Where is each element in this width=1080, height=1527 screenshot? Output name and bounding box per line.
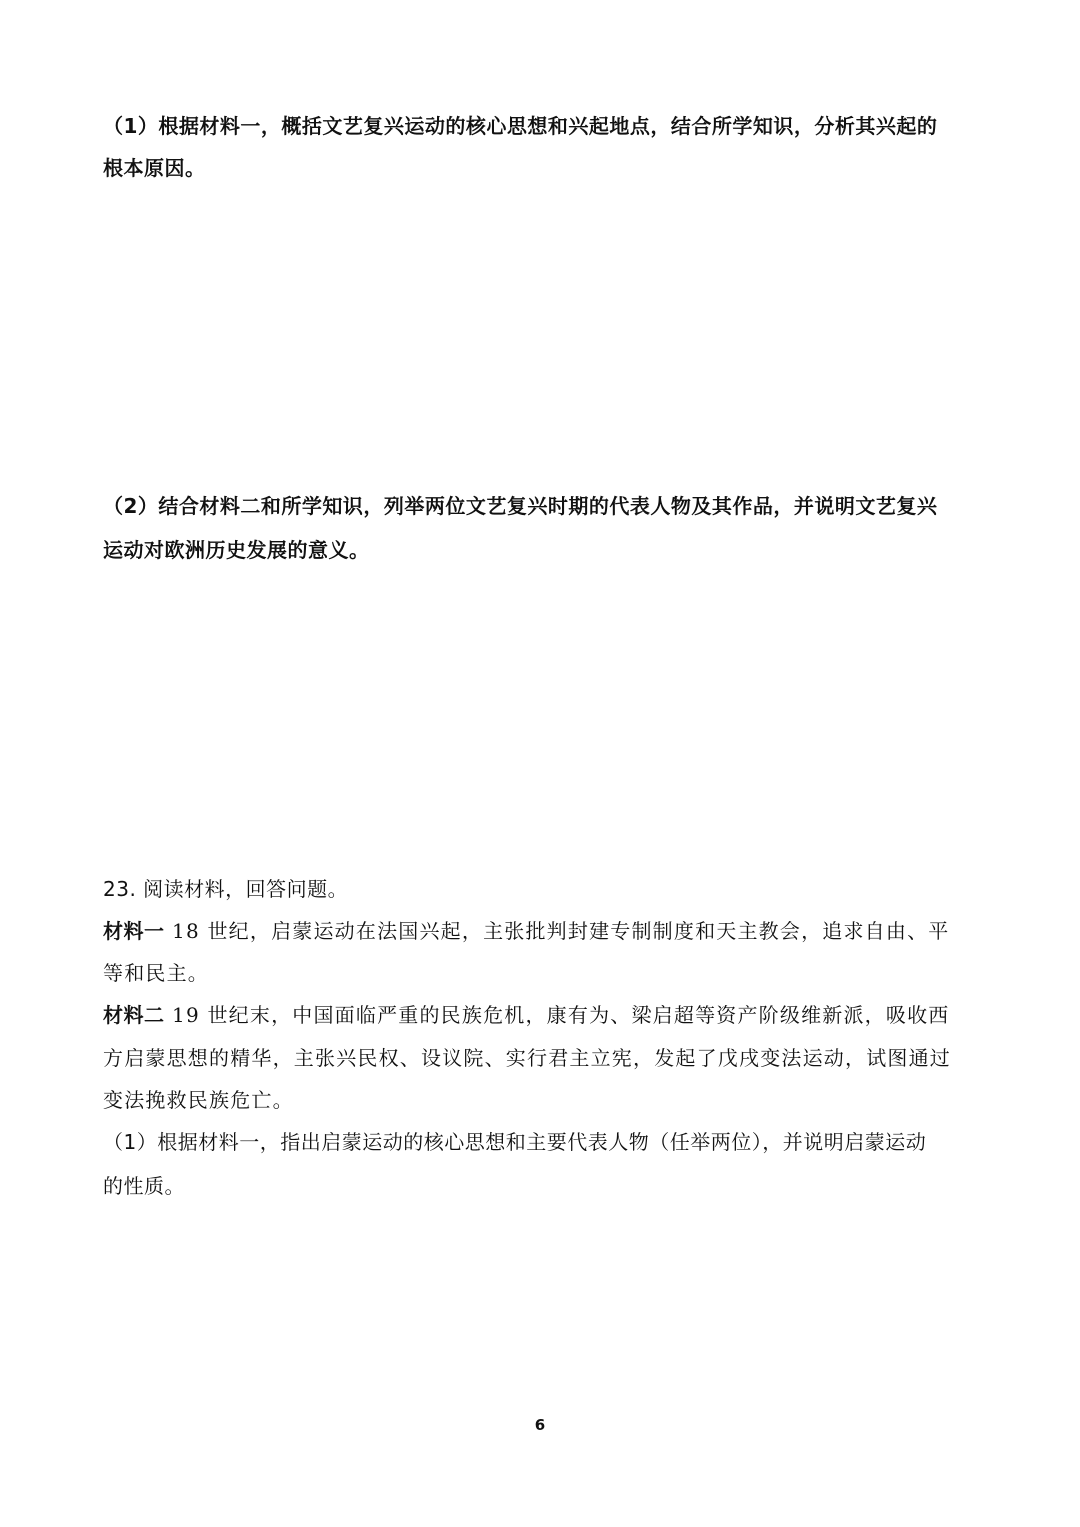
q23-material1-line2: 等和民主。 [103,961,209,985]
q23-material1-line1 [103,917,949,945]
q22-part1-line2: 根本原因。 [103,156,206,180]
material1-text: 18 世纪，启蒙运动在法国兴起，主张批判封建专制制度和天主教会，追求自由、平 [164,919,950,943]
q23-title: 23. 阅读材料，回答问题。 [103,877,349,901]
q23-part1-line1: （1）根据材料一，指出启蒙运动的核心思想和主要代表人物（任举两位），并说明启蒙运动 [103,1130,927,1154]
material2-text: 19 世纪末，中国面临严重的民族危机，康有为、梁启超等资产阶级维新派，吸收西 [164,1003,950,1027]
material2-label: 材料二 [103,1003,165,1027]
q22-part2-line1: （2）结合材料二和所学知识，列举两位文艺复兴时期的代表人物及其作品，并说明文艺复兴 [103,494,938,518]
q22-part1-line1: （1）根据材料一，概括文艺复兴运动的核心思想和兴起地点，结合所学知识，分析其兴起的 [103,114,938,138]
q23-material2-line1 [103,1001,949,1029]
q23-material2-line2: 方启蒙思想的精华，主张兴民权、设议院、实行君主立宪，发起了戊戌变法运动，试图通过 [103,1046,951,1070]
page-number: 6 [534,1416,546,1434]
q22-part2-line2: 运动对欧洲历史发展的意义。 [103,538,370,562]
material1-label: 材料一 [103,919,165,943]
q23-material2-line3: 变法挽救民族危亡。 [103,1088,294,1112]
q23-part1-line2: 的性质。 [103,1174,185,1198]
